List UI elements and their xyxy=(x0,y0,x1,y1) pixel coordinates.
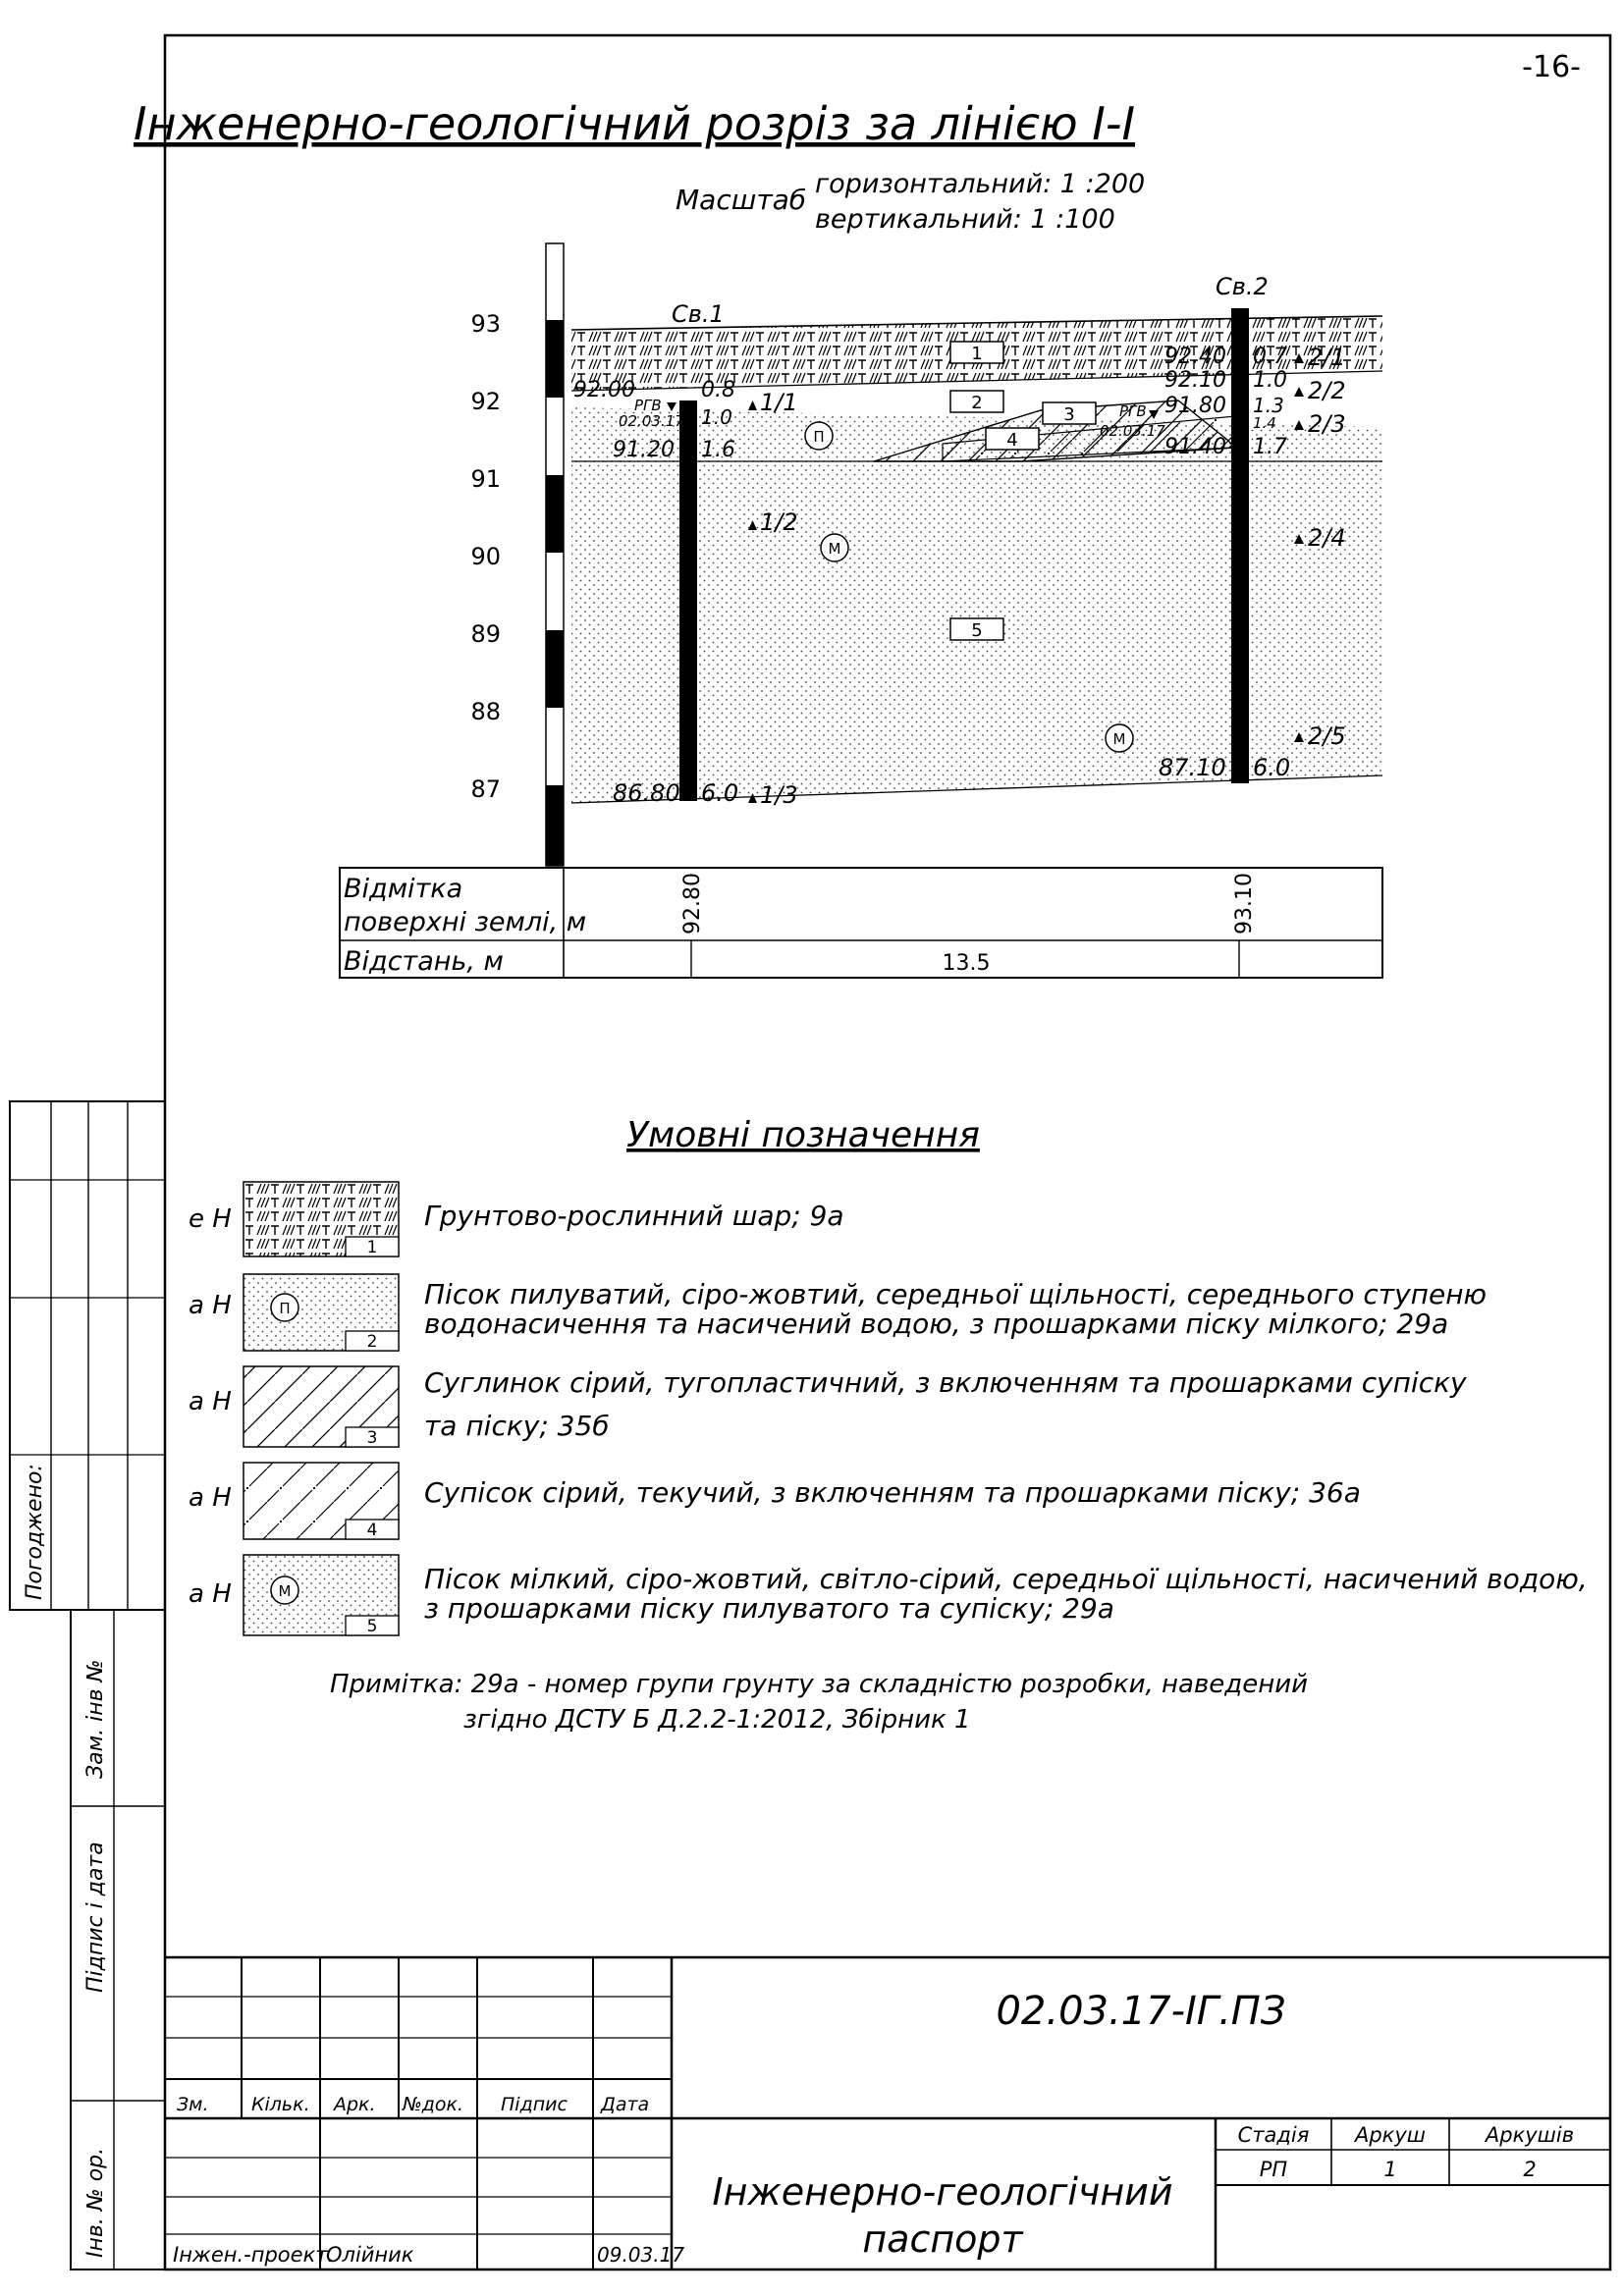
scale-vertical: вертикальний: 1 :100 xyxy=(815,204,1115,235)
legend-swatch-number: 5 xyxy=(366,1617,378,1636)
bh2-water-depth: 1.3 xyxy=(1253,394,1284,417)
legend-swatch-number: 3 xyxy=(366,1428,378,1448)
legend-swatch-number: 1 xyxy=(366,1238,378,1257)
side-label-inv-or: Інв. № ор. xyxy=(83,2147,108,2258)
sample-triangle-icon xyxy=(1294,387,1304,397)
legend-code: a H xyxy=(189,1387,232,1416)
legend-text: Пісок мілкий, сіро-жовтий, світло-сірий, середньої щільності, насичений водою, xyxy=(424,1563,1588,1595)
legend-title: Умовні позначення xyxy=(626,1115,980,1155)
bh2-elev-label: 92.40 xyxy=(1164,345,1226,369)
legend-code: a H xyxy=(189,1579,232,1609)
table-row2-label: Відстань, м xyxy=(344,946,504,977)
legend-item-2 xyxy=(189,1274,1487,1352)
scale-segment xyxy=(546,475,564,553)
svg-text:4: 4 xyxy=(1006,430,1018,451)
svg-text:1: 1 xyxy=(971,344,983,364)
doc-title-line2: паспорт xyxy=(862,2217,1023,2261)
table-distance: 13.5 xyxy=(942,951,991,976)
elevation-tick-label: 90 xyxy=(470,543,501,570)
soil-mark-circle xyxy=(1106,724,1133,752)
legend-text: Супісок сірий, текучий, з включенням та прошарками піску; 36а xyxy=(424,1476,1361,1509)
side-approval-strip xyxy=(10,1101,165,1610)
side-label-pogodzheno: Погоджено: xyxy=(23,1464,47,1600)
elevation-tick-label: 93 xyxy=(470,310,501,338)
bh1-bottom-depth: 6.0 xyxy=(701,779,739,807)
legend-circle-mark: П xyxy=(279,1300,291,1317)
bh2-water-date: 02.03.17 xyxy=(1100,422,1165,440)
table-row1-label-line1: Відмітка xyxy=(344,874,463,904)
designer-role: Інжен.-проект. xyxy=(173,2243,335,2267)
legend-text: з прошарками піску пилуватого та супіску; 29а xyxy=(424,1592,1114,1625)
legend-code: a H xyxy=(189,1291,232,1320)
elevation-tick-label: 88 xyxy=(470,698,501,725)
bh1-elev-label: 91.20 xyxy=(613,438,675,462)
geological-section xyxy=(470,243,1382,866)
bh1-water-label: РГВ xyxy=(634,397,662,414)
sample-label: 1/2 xyxy=(760,508,798,536)
bh1-depth-label: 0.8 xyxy=(701,378,735,402)
sample-label: 2/4 xyxy=(1308,524,1346,552)
table-elev-1: 92.80 xyxy=(680,873,705,934)
sign-date: 09.03.17 xyxy=(597,2243,685,2267)
bh1-bottom-elev: 86.80 xyxy=(613,779,680,807)
section-table xyxy=(340,868,1382,978)
doc-title-line1: Інженерно-геологічний xyxy=(712,2170,1173,2214)
borehole-1-name: Св.1 xyxy=(672,300,725,328)
sample-label: 1/3 xyxy=(760,781,798,809)
legend-item-5 xyxy=(189,1555,1588,1636)
legend-code: a H xyxy=(189,1483,232,1513)
svg-text:5: 5 xyxy=(971,620,983,641)
bh2-elev-label: 91.40 xyxy=(1164,435,1226,459)
stage-label: Стадія xyxy=(1237,2123,1310,2147)
title-block xyxy=(165,1957,1610,2269)
sheet-label: Аркуш xyxy=(1354,2123,1427,2147)
svg-text:М: М xyxy=(1112,730,1126,748)
legend-circle-mark: М xyxy=(278,1582,292,1600)
sheets-value: 2 xyxy=(1523,2158,1537,2181)
soil-mark-circle xyxy=(821,534,848,561)
bh2-water-label: РГВ xyxy=(1119,402,1147,420)
legend-code: e H xyxy=(189,1204,232,1234)
legend-swatch-number: 4 xyxy=(366,1521,378,1540)
borehole-2-name: Св.2 xyxy=(1216,273,1269,300)
elevation-tick-label: 91 xyxy=(470,465,501,493)
bh2-bottom-depth: 6.0 xyxy=(1253,754,1291,781)
elevation-ticks xyxy=(470,310,501,803)
sheets-label: Аркушів xyxy=(1485,2123,1575,2147)
bh2-depth-label: 1.0 xyxy=(1253,368,1287,393)
scale-segment xyxy=(546,630,564,708)
legend-item-3 xyxy=(189,1366,1467,1448)
legend-item-1 xyxy=(189,1182,844,1257)
sample-triangle-icon xyxy=(748,400,757,410)
sample-label: 2/3 xyxy=(1308,410,1346,438)
scale-segment xyxy=(546,785,564,866)
borehole-2-column xyxy=(1231,308,1249,783)
bh2-depth-label: 0.7 xyxy=(1253,345,1287,369)
layer-mark xyxy=(1043,402,1096,425)
layer-mark xyxy=(950,618,1003,641)
col-header: Кільк. xyxy=(251,2094,310,2115)
col-header: №док. xyxy=(403,2094,464,2115)
svg-text:М: М xyxy=(828,540,841,558)
borehole-1-column xyxy=(679,400,697,801)
bh2-water-elev: 91.80 xyxy=(1164,394,1226,418)
scale-segment xyxy=(546,320,564,398)
col-header: Дата xyxy=(601,2094,650,2115)
note-line-2: згідно ДСТУ Б Д.2.2-1:2012, Збірник 1 xyxy=(463,1705,971,1735)
bh1-water-depth: 1.0 xyxy=(701,405,732,429)
col-header: Арк. xyxy=(334,2094,376,2115)
elevation-tick-label: 87 xyxy=(470,775,501,803)
svg-text:2: 2 xyxy=(971,393,983,413)
legend-text: Суглинок сірий, тугопластичний, з включенням та прошарками супіску xyxy=(424,1366,1467,1399)
bh2-elev-label: 92.10 xyxy=(1164,368,1226,393)
table-row1-label-line2: поверхні землі, м xyxy=(344,907,587,937)
legend-item-4 xyxy=(189,1463,1361,1540)
note-line-1: Примітка: 29а - номер групи грунту за складністю розробки, наведений xyxy=(330,1670,1309,1699)
legend-text: Грунтово-рослинний шар; 9а xyxy=(424,1200,844,1232)
bh2-depth-label: 1.7 xyxy=(1253,435,1287,459)
sample-label: 2/1 xyxy=(1308,344,1346,371)
bh1-elev-label: 92.00 xyxy=(573,378,635,402)
layer-mark xyxy=(950,391,1003,413)
svg-text:3: 3 xyxy=(1063,404,1075,425)
section-title: Інженерно-геологічний розріз за лінією I-I xyxy=(133,97,1136,150)
sheet-value: 1 xyxy=(1383,2158,1397,2181)
side-label-pidpys-data: Підпис і дата xyxy=(83,1842,108,1993)
bh1-depth-label: 1.6 xyxy=(701,438,735,462)
legend-swatch-number: 2 xyxy=(366,1332,378,1352)
sample-label: 2/5 xyxy=(1308,722,1346,750)
legend-text: Пісок пилуватий, сіро-жовтий, середньої щільності, середнього ступеню xyxy=(424,1278,1488,1310)
legend-text: та піску; 35б xyxy=(424,1410,610,1442)
scale-horizontal: горизонтальний: 1 :200 xyxy=(815,169,1146,199)
bh2-bottom-elev: 87.10 xyxy=(1159,754,1226,781)
bh2-depth-extra: 1.4 xyxy=(1253,414,1276,432)
legend-text: водонасичення та насичений водою, з прошарками піску мілкого; 29а xyxy=(424,1308,1449,1340)
col-header: Підпис xyxy=(501,2094,568,2115)
col-header: Зм. xyxy=(177,2094,209,2115)
elevation-tick-label: 92 xyxy=(470,388,501,415)
svg-text:П: П xyxy=(813,428,825,446)
side-label-zam-inv: Зам. інв № xyxy=(83,1659,108,1779)
stage-value: РП xyxy=(1259,2158,1288,2181)
doc-code: 02.03.17-ІГ.ПЗ xyxy=(996,1989,1286,2034)
sample-label: 2/2 xyxy=(1308,377,1346,404)
soil-mark-circle xyxy=(805,422,833,450)
page-number: -16- xyxy=(1522,50,1581,84)
table-elev-2: 93.10 xyxy=(1232,873,1257,934)
layer-mark xyxy=(950,342,1003,364)
side-signature-strip xyxy=(71,1610,165,2269)
elevation-tick-label: 89 xyxy=(470,620,501,648)
designer-name: Олійник xyxy=(326,2243,414,2267)
scale-label: Масштаб xyxy=(676,184,807,216)
layer-mark xyxy=(986,428,1039,451)
bh1-water-date: 02.03.17 xyxy=(619,412,684,430)
sample-label: 1/1 xyxy=(760,389,798,416)
